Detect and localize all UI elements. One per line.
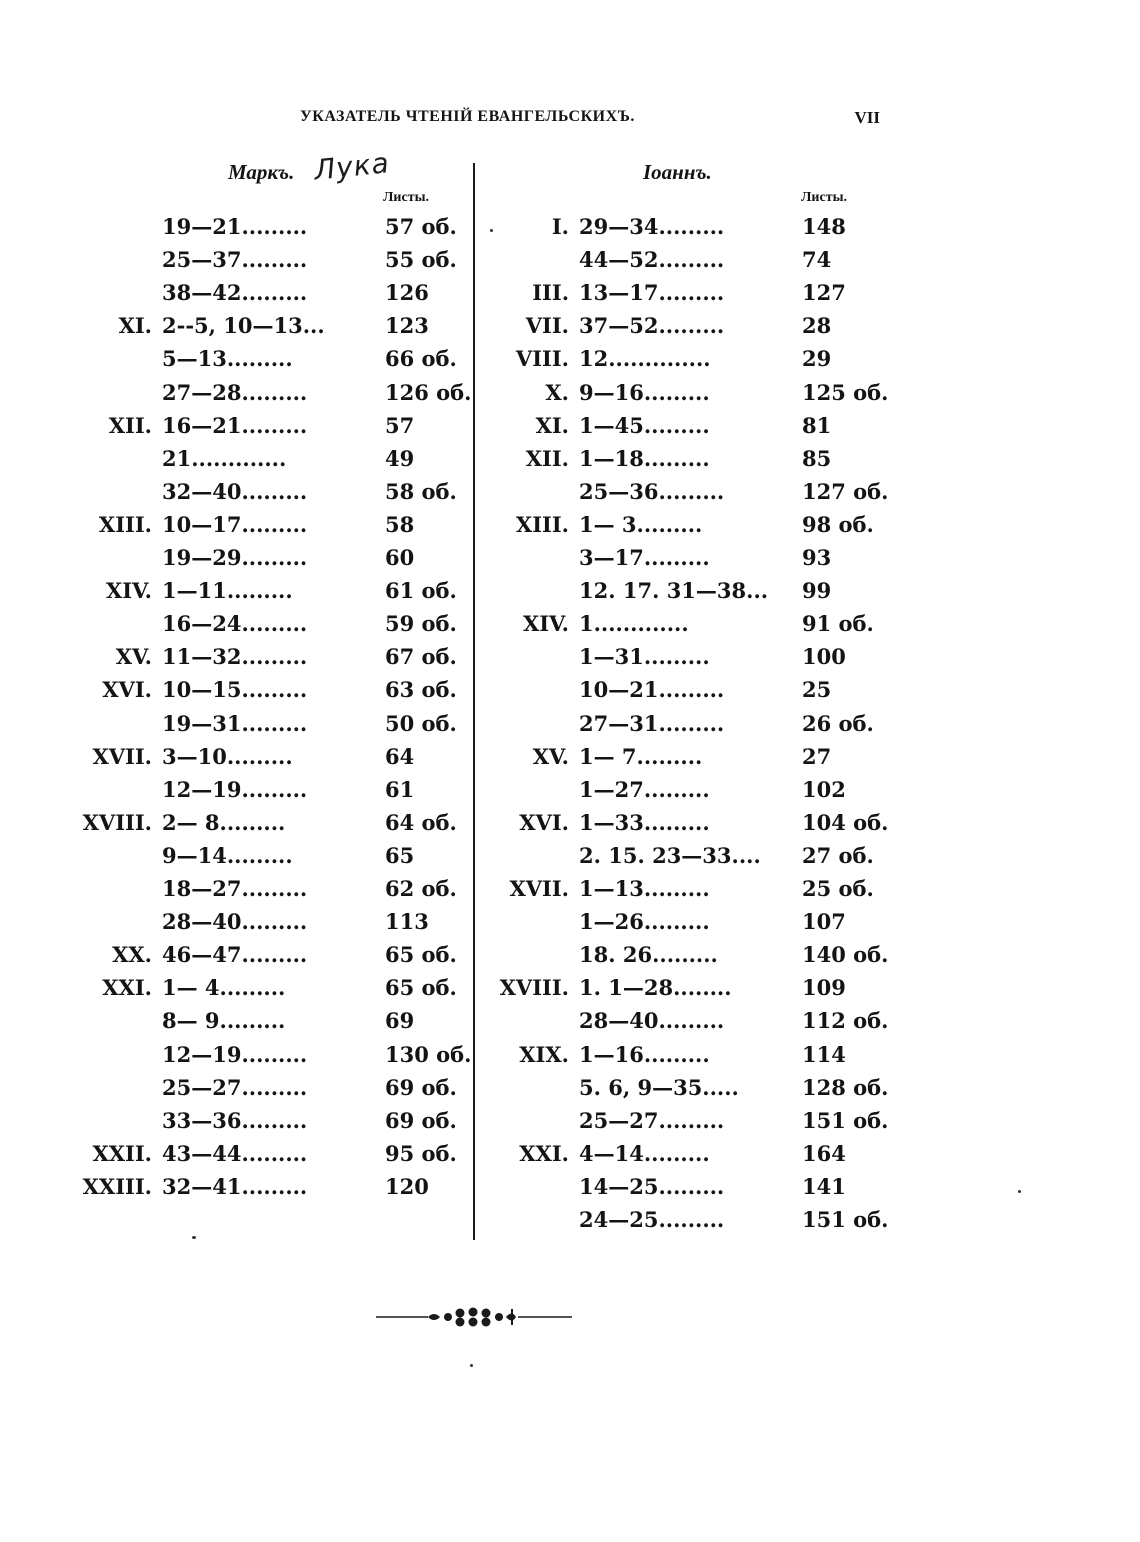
verse-range: 18—27......... (162, 876, 308, 901)
verse-range: 25—27......... (579, 1107, 725, 1133)
verse-range: 12.............. (579, 346, 711, 372)
right-index-row (0, 640, 1140, 673)
right-index-row (0, 541, 1140, 574)
sheet-number: 85 (802, 445, 832, 471)
verse-range: 1—45......... (579, 412, 710, 438)
sheet-number: 93 (802, 545, 832, 570)
verse-range: 12—19......... (162, 1041, 308, 1067)
sheet-number: 164 (802, 1140, 846, 1166)
sheet-number: 28 (802, 313, 832, 339)
verse-range: 46—47......... (162, 942, 308, 968)
sheet-number: 69 об. (385, 1074, 457, 1100)
right-index-row (0, 376, 1140, 409)
chapter-number: XVII. (509, 876, 569, 901)
chapter-number: XVI. (102, 677, 152, 703)
sheet-number: 151 об. (802, 1207, 889, 1232)
sheet-number: 120 (385, 1173, 429, 1199)
sheet-number: 63 об. (385, 677, 457, 703)
verse-range: 2— 8......... (162, 809, 286, 835)
verse-range: 1— 7......... (579, 743, 703, 769)
sheet-number: 140 об. (802, 942, 889, 968)
right-index-row (0, 442, 1140, 475)
chapter-number: XVIII. (499, 975, 569, 1001)
right-index-row (0, 707, 1140, 740)
sheet-number: 95 об. (385, 1140, 457, 1166)
right-index-row (0, 1203, 1140, 1236)
running-header (300, 108, 880, 132)
verse-range: 10—15......... (162, 677, 308, 703)
chapter-number: XXI. (519, 1140, 569, 1166)
verse-range: 1—11......... (162, 578, 293, 604)
verse-range: 1—27......... (579, 776, 710, 802)
left-sheets-label: Листы. (383, 190, 430, 205)
chapter-number: XIII. (98, 511, 152, 537)
right-index-row (0, 971, 1140, 1004)
verse-range: 1............. (579, 611, 689, 637)
verse-range: 10—21......... (579, 677, 725, 703)
print-speck (1018, 1190, 1021, 1193)
sheet-number: 58 (385, 511, 415, 537)
verse-range: 16—21......... (162, 412, 308, 438)
sheet-number: 25 об. (802, 876, 874, 901)
chapter-number: XI. (535, 412, 569, 438)
verse-range: 3—17......... (579, 545, 710, 570)
right-column-title: Іоаннъ. (643, 160, 712, 184)
verse-range: 10—17......... (162, 511, 308, 537)
chapter-number: XIV. (105, 578, 152, 604)
verse-range: 1. 1—28........ (579, 975, 732, 1001)
sheet-number: 113 (385, 909, 429, 935)
right-index-row (0, 243, 1140, 276)
verse-range: 19—21......... (162, 214, 308, 239)
chapter-number: XVII. (92, 743, 152, 769)
sheet-number: 141 (802, 1173, 846, 1199)
sheet-number: 55 об. (385, 247, 457, 273)
verse-range: 32—41......... (162, 1173, 308, 1199)
sheet-number: 49 (385, 445, 415, 471)
print-speck (470, 1364, 473, 1367)
left-column-title: Маркъ. (228, 160, 295, 184)
verse-range: 3—10......... (162, 743, 293, 769)
verse-range: 2--5, 10—13... (162, 313, 325, 339)
verse-range: 21............. (162, 445, 287, 471)
chapter-number: XIV. (522, 611, 569, 637)
verse-range: 29—34......... (579, 214, 725, 239)
sheet-number: 27 об. (802, 842, 874, 868)
sheet-number: 107 (802, 909, 846, 935)
verse-range: 24—25......... (579, 1207, 725, 1232)
sheet-number: 127 (802, 280, 846, 306)
chapter-number: XX. (112, 942, 152, 968)
verse-range: 19—29......... (162, 545, 308, 570)
sheet-number: 104 об. (802, 809, 889, 835)
right-index-row (0, 475, 1140, 508)
right-index-row (0, 839, 1140, 872)
chapter-number: XIII. (515, 511, 569, 537)
sheet-number: 65 об. (385, 975, 457, 1001)
verse-range: 11—32......... (162, 644, 308, 670)
verse-range: 43—44......... (162, 1140, 308, 1166)
right-index-row (0, 574, 1140, 607)
sheet-number: 102 (802, 776, 846, 802)
verse-range: 1—18......... (579, 445, 710, 471)
verse-range: 2. 15. 23—33.... (579, 842, 761, 868)
verse-range: 8— 9......... (162, 1008, 286, 1034)
right-index-row (0, 309, 1140, 342)
sheet-number: 123 (385, 313, 429, 339)
sheet-number: 148 (802, 214, 846, 239)
right-index-row (0, 210, 1140, 243)
right-index-row (0, 938, 1140, 971)
right-index-row (0, 1038, 1140, 1071)
sheet-number: 59 об. (385, 611, 457, 637)
sheet-number: 65 об. (385, 942, 457, 968)
verse-range: 38—42......... (162, 280, 308, 306)
verse-range: 1—16......... (579, 1041, 710, 1067)
right-index-row (0, 276, 1140, 309)
right-index-row (0, 1104, 1140, 1137)
sheet-number: 125 об. (802, 379, 889, 405)
verse-range: 4—14......... (579, 1140, 710, 1166)
chapter-number: III. (532, 280, 569, 306)
verse-range: 1— 3......... (579, 511, 703, 537)
sheet-number: 126 об. (385, 379, 472, 405)
verse-range: 18. 26......... (579, 942, 718, 968)
verse-range: 5—13......... (162, 346, 293, 372)
verse-range: 19—31......... (162, 710, 308, 736)
right-index-row (0, 740, 1140, 773)
verse-range: 9—14......... (162, 842, 293, 868)
sheet-number: 67 об. (385, 644, 457, 670)
right-index-row (0, 872, 1140, 905)
right-sheets-label: Листы. (801, 190, 848, 205)
sheet-number: 69 об. (385, 1107, 457, 1133)
verse-range: 9—16......... (579, 379, 710, 405)
right-index-row (0, 773, 1140, 806)
right-index-row (0, 607, 1140, 640)
sheet-number: 64 (385, 743, 415, 769)
right-index-row (0, 1071, 1140, 1104)
sheet-number: 128 об. (802, 1074, 889, 1100)
right-index-row (0, 673, 1140, 706)
verse-range: 5. 6, 9—35..... (579, 1074, 739, 1100)
sheet-number: 58 об. (385, 478, 457, 504)
sheet-number: 114 (802, 1041, 846, 1067)
right-index-row (0, 1170, 1140, 1203)
verse-range: 27—31......... (579, 710, 725, 736)
right-index-row (0, 342, 1140, 375)
sheet-number: 27 (802, 743, 832, 769)
verse-range: 1—13......... (579, 876, 710, 901)
sheet-number: 126 (385, 280, 429, 306)
verse-range: 33—36......... (162, 1107, 308, 1133)
print-speck (490, 229, 493, 232)
sheet-number: 57 (385, 412, 415, 438)
chapter-number: XXIII. (82, 1173, 152, 1199)
sheet-number: 81 (802, 412, 832, 438)
sheet-number: 25 (802, 677, 832, 703)
ornament-divider-icon (376, 1305, 572, 1329)
verse-range: 27—28......... (162, 379, 308, 405)
sheet-number: 112 об. (802, 1008, 889, 1034)
verse-range: 1—33......... (579, 809, 710, 835)
chapter-number: X. (545, 379, 569, 405)
chapter-number: XII. (525, 445, 569, 471)
sheet-number: 57 об. (385, 214, 457, 239)
sheet-number: 64 об. (385, 809, 457, 835)
verse-range: 25—36......... (579, 478, 725, 504)
chapter-number: XXII. (92, 1140, 152, 1166)
sheet-number: 74 (802, 247, 832, 273)
handwritten-annotation: Лука (312, 146, 392, 187)
chapter-number: VII. (525, 313, 569, 339)
chapter-number: I. (551, 214, 569, 239)
chapter-number: XVI. (519, 809, 569, 835)
sheet-number: 151 об. (802, 1107, 889, 1133)
sheet-number: 61 об. (385, 578, 457, 604)
sheet-number: 62 об. (385, 876, 457, 901)
sheet-number: 109 (802, 975, 846, 1001)
verse-range: 12. 17. 31—38... (579, 578, 769, 604)
right-index-row (0, 1137, 1140, 1170)
sheet-number: 65 (385, 842, 415, 868)
verse-range: 1—31......... (579, 644, 710, 670)
page-title: УКАЗАТЕЛЬ ЧТЕНІЙ ЕВАНГЕЛЬСКИХЪ. (300, 108, 635, 125)
sheet-number: 66 об. (385, 346, 457, 372)
sheet-number: 61 (385, 776, 415, 802)
right-index-row (0, 508, 1140, 541)
chapter-number: XIX. (519, 1041, 569, 1067)
sheet-number: 99 (802, 578, 832, 604)
sheet-number: 26 об. (802, 710, 874, 736)
sheet-number: 127 об. (802, 478, 889, 504)
sheet-number: 29 (802, 346, 832, 372)
right-index-row (0, 1004, 1140, 1037)
verse-range: 16—24......... (162, 611, 308, 637)
print-speck (192, 1236, 196, 1239)
sheet-number: 69 (385, 1008, 415, 1034)
sheet-number: 91 об. (802, 611, 874, 637)
verse-range: 1—26......... (579, 909, 710, 935)
chapter-number: XXI. (102, 975, 152, 1001)
sheet-number: 100 (802, 644, 846, 670)
right-index-row (0, 409, 1140, 442)
chapter-number: XI. (118, 313, 152, 339)
chapter-number: VIII. (515, 346, 569, 372)
verse-range: 37—52......... (579, 313, 725, 339)
right-index-row (0, 905, 1140, 938)
sheet-number: 98 об. (802, 511, 874, 537)
verse-range: 12—19......... (162, 776, 308, 802)
right-index-row (0, 806, 1140, 839)
chapter-number: XV. (115, 644, 152, 670)
verse-range: 1— 4......... (162, 975, 286, 1001)
verse-range: 25—27......... (162, 1074, 308, 1100)
chapter-number: XII. (108, 412, 152, 438)
verse-range: 28—40......... (579, 1008, 725, 1034)
chapter-number: XVIII. (82, 809, 152, 835)
verse-range: 25—37......... (162, 247, 308, 273)
sheet-number: 130 об. (385, 1041, 472, 1067)
page-number: VII (854, 108, 880, 127)
sheet-number: 50 об. (385, 710, 457, 736)
verse-range: 44—52......... (579, 247, 725, 273)
verse-range: 28—40......... (162, 909, 308, 935)
verse-range: 13—17......... (579, 280, 725, 306)
verse-range: 14—25......... (579, 1173, 725, 1199)
chapter-number: XV. (532, 743, 569, 769)
verse-range: 32—40......... (162, 478, 308, 504)
sheet-number: 60 (385, 545, 415, 570)
